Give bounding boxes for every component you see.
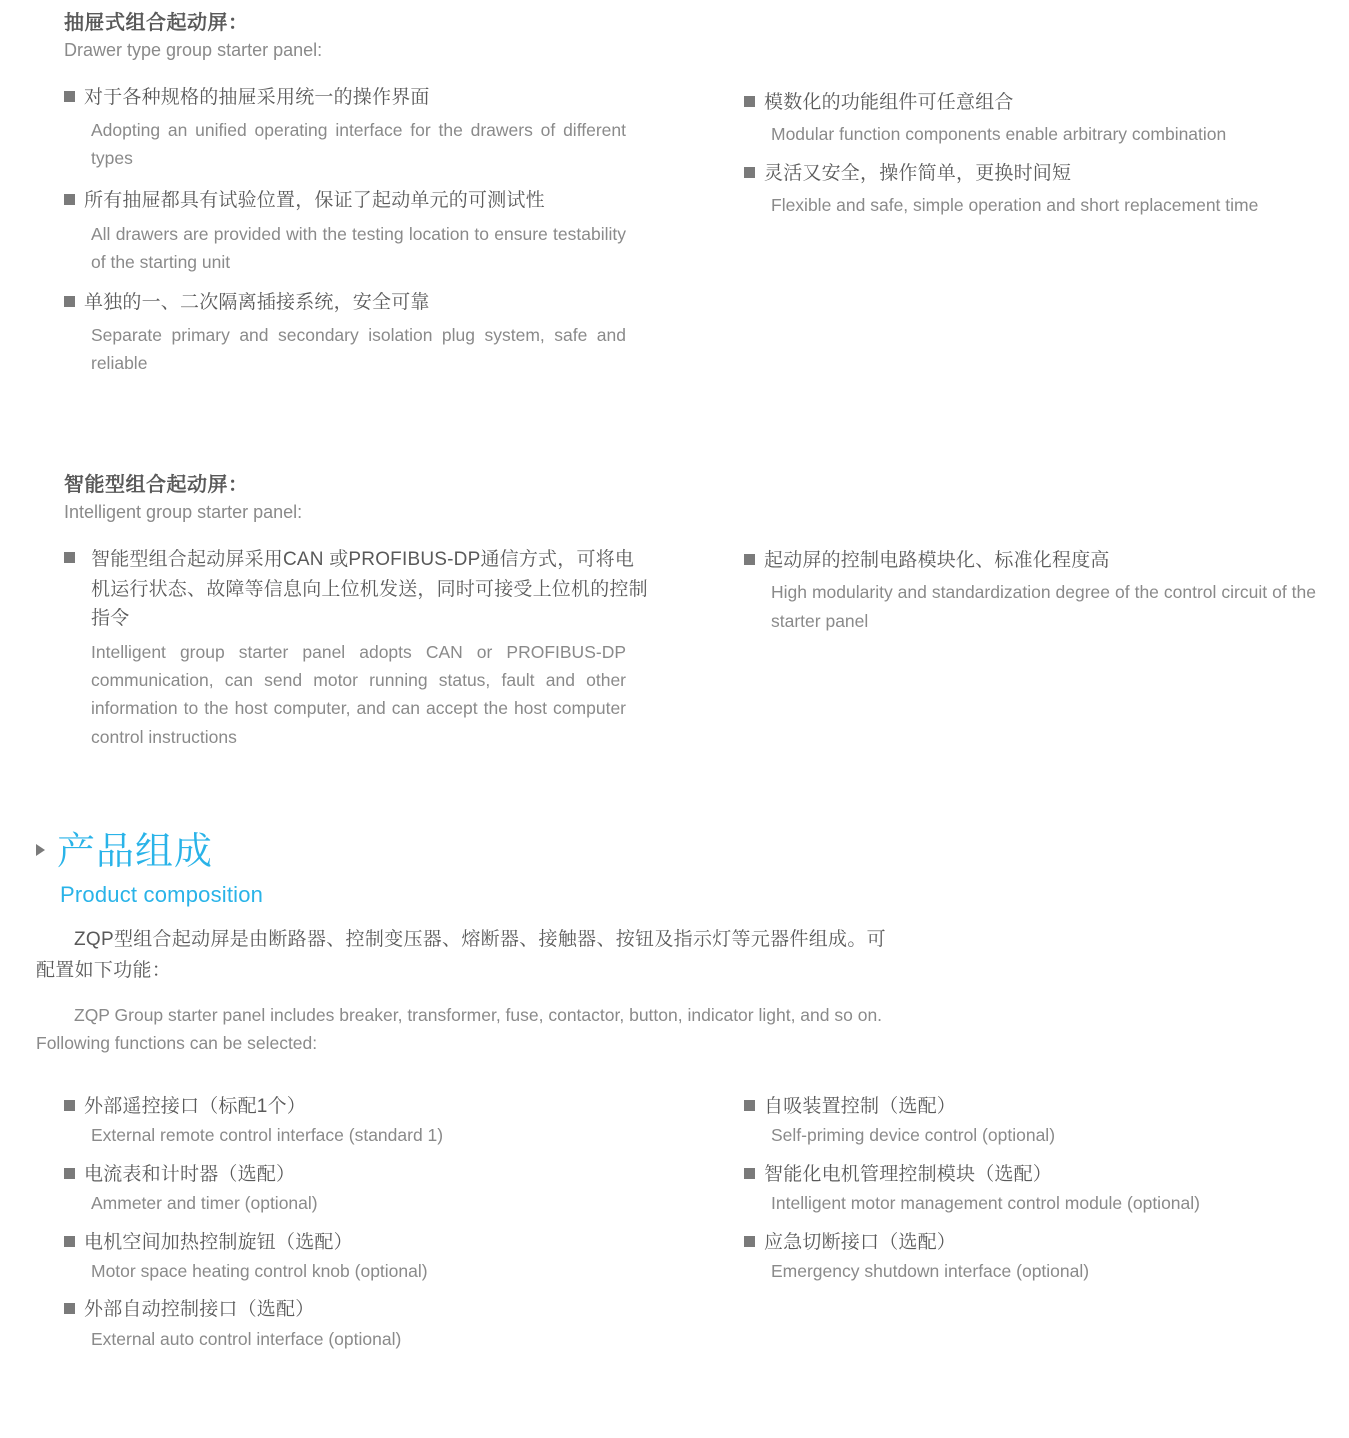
square-bullet-icon — [64, 1303, 75, 1314]
list-item — [64, 186, 664, 276]
list-item — [64, 1160, 664, 1218]
triangle-arrow-icon — [36, 844, 45, 856]
section-drawer-type-right — [744, 88, 1314, 222]
product-composition-left-list — [64, 1092, 664, 1363]
square-bullet-icon — [744, 96, 755, 107]
list-item-label-en: External auto control interface (optional) — [91, 1328, 402, 1349]
paragraph-cn: ZQP型组合起动屏是由断路器、控制变压器、熔断器、接触器、按钮及指示灯等元器件组成。可配置如下功能： — [36, 929, 886, 981]
product-composition-paragraphs — [36, 925, 896, 1057]
list-item-label-cn: 外部自动控制接口（选配） — [84, 1299, 315, 1321]
square-bullet-icon — [64, 194, 75, 205]
list-item-label-en: Intelligent group starter panel adopts CAN or PROFIBUS-DP communication, can send motor running status, fault and other information to the host computer, and can accept the host computer control instructions — [91, 641, 626, 747]
list-item-label-en: All drawers are provided with the testing location to ensure testability of the starting unit — [91, 223, 626, 273]
list-item — [744, 546, 1314, 635]
list-item-label-en: Intelligent motor management control module (optional) — [771, 1193, 1200, 1214]
list-item-label-cn: 应急切断接口（选配） — [764, 1231, 957, 1253]
list-item-label-en: Flexible and safe, simple operation and short replacement time — [771, 195, 1259, 216]
list-item-label-en: Modular function components enable arbitrary combination — [771, 124, 1227, 145]
page-title: 产品组成 — [57, 831, 214, 873]
paragraph-en: ZQP Group starter panel includes breaker, transformer, fuse, contactor, button, indicator light, and so on. Following functions can be selected: — [36, 1004, 883, 1053]
list-item-label-en: Emergency shutdown interface (optional) — [771, 1261, 1090, 1281]
list-item — [744, 88, 1314, 149]
section-title-cn: 智能型组合起动屏： — [64, 474, 249, 496]
product-composition-right-list — [744, 1092, 1344, 1295]
list-item-label-cn: 智能型组合起动屏采用CAN 或PROFIBUS-DP通信方式，可将电机运行状态、故障等信息向上位机发送，同时可接受上位机的控制指令 — [91, 549, 648, 630]
square-bullet-icon — [744, 167, 755, 178]
list-item-label-en: High modularity and standardization degree of the control circuit of the starter panel — [771, 582, 1316, 631]
square-bullet-icon — [744, 1236, 755, 1247]
list-item-label-cn: 单独的一、二次隔离插接系统，安全可靠 — [84, 292, 430, 314]
square-bullet-icon — [64, 1236, 75, 1247]
list-item — [64, 1295, 664, 1353]
list-item-label-en: Adopting an unified operating interface for the drawers of different types — [91, 119, 626, 168]
list-item-label-en: Self-priming device control (optional) — [771, 1125, 1056, 1146]
list-item-label-en: Ammeter and timer (optional) — [91, 1193, 318, 1214]
square-bullet-icon — [744, 554, 755, 565]
list-item-label-cn: 自吸装置控制（选配） — [764, 1096, 957, 1117]
list-item — [744, 159, 1314, 220]
square-bullet-icon — [64, 552, 75, 563]
list-item-label-cn: 所有抽屉都具有试验位置，保证了起动单元的可测试性 — [84, 190, 545, 212]
square-bullet-icon — [64, 1168, 75, 1179]
section-title-en: Intelligent group starter panel: — [64, 502, 303, 522]
list-item-label-cn: 模数化的功能组件可任意组合 — [764, 92, 1014, 113]
list-item — [744, 1092, 1344, 1150]
section-drawer-type-left — [64, 10, 664, 380]
list-item-label-cn: 起动屏的控制电路模块化、标准化程度高 — [764, 550, 1110, 571]
list-item — [744, 1160, 1344, 1218]
list-item-label-cn: 灵活又安全，操作简单，更换时间短 — [764, 162, 1072, 184]
page-subtitle: Product composition — [60, 882, 264, 907]
square-bullet-icon — [744, 1168, 755, 1179]
list-item — [64, 83, 664, 172]
section-intelligent-type-right — [744, 546, 1314, 637]
list-item — [64, 288, 664, 377]
list-item-label-cn: 智能化电机管理控制模块（选配） — [764, 1163, 1053, 1185]
section-title-cn: 抽屉式组合起动屏： — [64, 12, 249, 34]
list-item-label-en: Motor space heating control knob (optional) — [91, 1261, 428, 1281]
list-item-label-cn: 外部遥控接口（标配1个） — [84, 1096, 306, 1117]
list-item — [64, 1228, 664, 1286]
square-bullet-icon — [64, 1100, 75, 1111]
list-item-label-cn: 电机空间加热控制旋钮（选配） — [84, 1231, 353, 1253]
list-item-label-cn: 对于各种规格的抽屉采用统一的操作界面 — [84, 87, 430, 109]
list-item-label-cn: 电流表和计时器（选配） — [84, 1163, 296, 1185]
section-intelligent-type-left — [64, 472, 664, 753]
square-bullet-icon — [64, 91, 75, 102]
list-item-label-en: External remote control interface (standard 1) — [91, 1125, 444, 1146]
list-item — [64, 545, 664, 751]
section-title-en: Drawer type group starter panel: — [64, 40, 323, 60]
list-item-label-en: Separate primary and secondary isolation plug system, safe and reliable — [91, 324, 626, 374]
list-item — [744, 1228, 1344, 1286]
square-bullet-icon — [64, 296, 75, 307]
list-item — [64, 1092, 664, 1150]
square-bullet-icon — [744, 1100, 755, 1111]
